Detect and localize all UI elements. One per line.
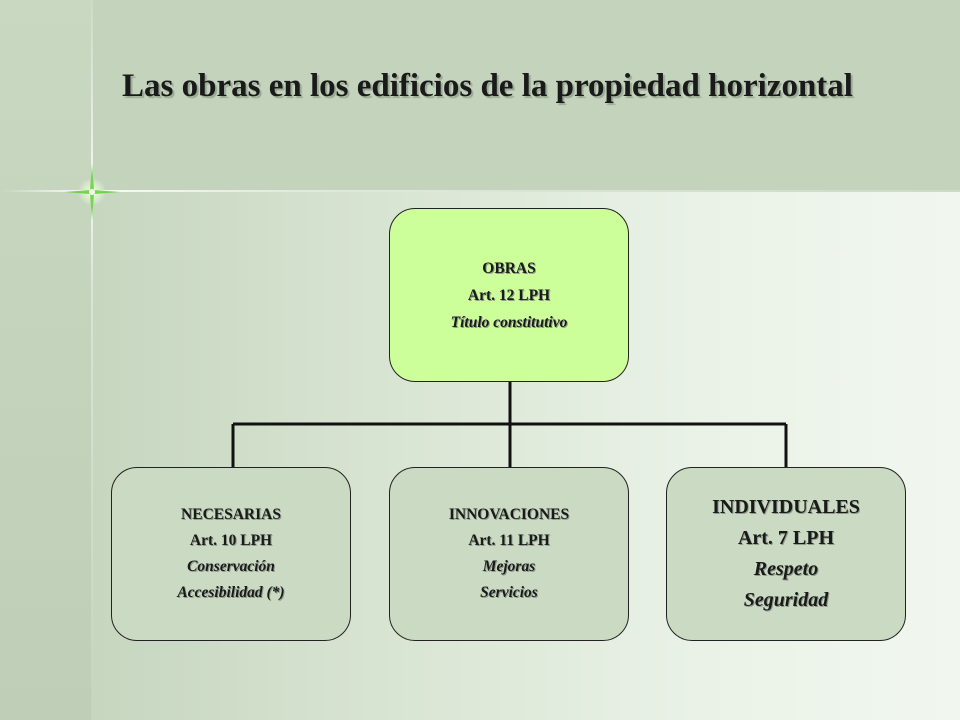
node-obras-note: Título constitutivo	[450, 313, 568, 331]
node-individuales	[666, 467, 906, 641]
node-necesarias-heading: NECESARIAS	[181, 506, 281, 523]
node-necesarias	[111, 467, 351, 641]
node-individuales-heading: INDIVIDUALES	[712, 496, 860, 518]
node-innovaciones	[389, 467, 629, 641]
node-individuales-item-1: Respeto	[753, 558, 819, 580]
page-title: Las obras en los edificios de la propiedad horizontal	[122, 68, 853, 104]
node-obras-heading: OBRAS	[482, 259, 536, 277]
node-necesarias-item-2: Accesibilidad (*)	[177, 584, 285, 601]
node-necesarias-item-1: Conservación	[187, 558, 275, 575]
node-innovaciones-article: Art. 11 LPH	[468, 532, 550, 549]
node-innovaciones-item-2: Servicios	[480, 584, 538, 601]
node-obras-article: Art. 12 LPH	[467, 286, 551, 304]
node-individuales-article: Art. 7 LPH	[737, 527, 835, 549]
node-innovaciones-item-1: Mejoras	[482, 558, 536, 575]
node-individuales-item-2: Seguridad	[743, 589, 829, 611]
node-obras	[389, 208, 629, 382]
node-necesarias-article: Art. 10 LPH	[189, 532, 273, 549]
node-innovaciones-heading: INNOVACIONES	[448, 506, 570, 523]
